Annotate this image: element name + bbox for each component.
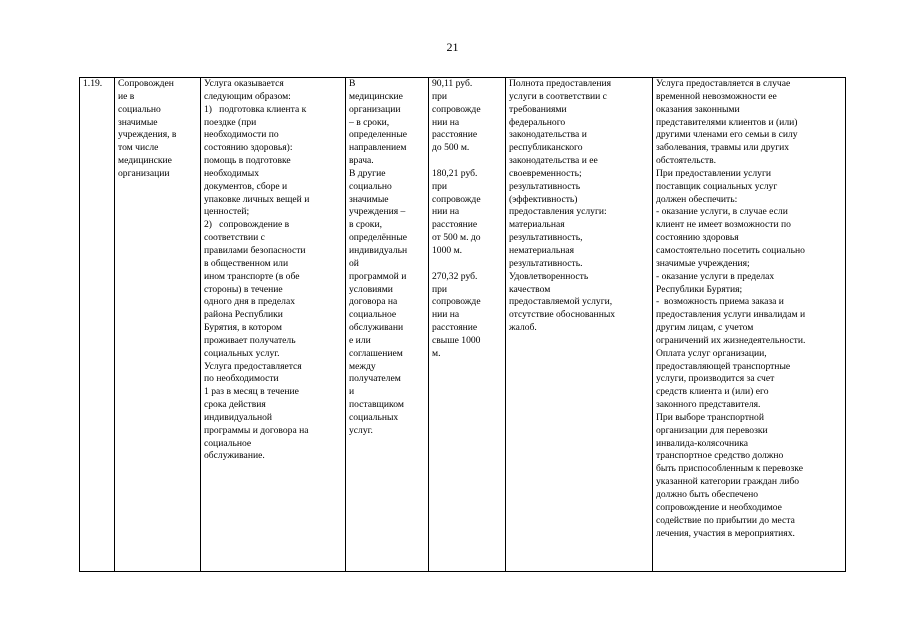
cell-service-description: Услуга оказывается следующим образом: 1) подготовка клиента к поездке (при необходимости по состоянию здоровья): помощь в подготовке необходимых документов, сборе и упаковке личных вещей и ценностей; 2) сопровождение в соответствии с правилами безопасности в общественном или ином транспорте (в обе стороны) в течение одного дня в пределах района Республики Бурятия, в котором проживает получатель социальных услуг. Услуга предоставляется по необходимости 1 раз в месяц в течение срока действия индивидуальной программы и договора на социальное обслуживание. <box>201 78 346 572</box>
table-row <box>80 78 846 572</box>
services-table <box>79 77 846 572</box>
cell-service-tariff: 90,11 руб. при сопровожде нии на расстояние до 500 м. 180,21 руб. при сопровожде нии на расстояние от 500 м. до 1000 м. 270,32 руб. при сопровожде нии на расстояние свыше 1000 м. <box>429 78 506 572</box>
cell-service-name: Сопровожден ие в социально значимые учреждения, в том числе медицинские организации <box>115 78 201 572</box>
page-number: 21 <box>446 40 459 54</box>
cell-number: 1.19. <box>80 78 115 572</box>
cell-quality-indicators: Полнота предоставления услуги в соответствии с требованиями федерального законодательства и республиканского законодательства и ее своевременность; результативность (эффективность) предоставления услуги: материальная результативность, нематериальная результативность. Удовлетворенность качеством предоставляемой услуги, отсутствие обоснованных жалоб. <box>506 78 653 572</box>
cell-service-conditions: Услуга предоставляется в случае временной невозможности ее оказания законными представителями клиентов и (или) другими членами его семьи в силу заболевания, травмы или других обстоятельств. При предоставлении услуги поставщик социальных услуг должен обеспечить: - оказание услуги, в случае если клиент не имеет возможности по состоянию здоровья самостоятельно посетить социально значимые учреждения; - оказание услуги в пределах Республики Бурятия; - возможность приема заказа и предоставления услуги инвалидам и другим лицам, с учетом ограничений их жизнедеятельности. Оплата услуг организации, предоставляющей транспортные услуги, производится за счет средств клиента и (или) его законного представителя. При выборе транспортной организации для перевозки инвалида-колясочника транспортное средство должно быть приспособленным к перевозке указанной категории граждан либо должно быть обеспечено сопровождение и необходимое содействие по прибытии до места лечения, участия в мероприятиях. <box>653 78 846 572</box>
cell-service-terms: В медицинские организации – в сроки, определенные направлением врача. В другие социально значимые учреждения – в сроки, определённые индивидуальн ой программой и условиями договора на социальное обслуживани е или соглашением между получателем и поставщиком социальных услуг. <box>346 78 429 572</box>
